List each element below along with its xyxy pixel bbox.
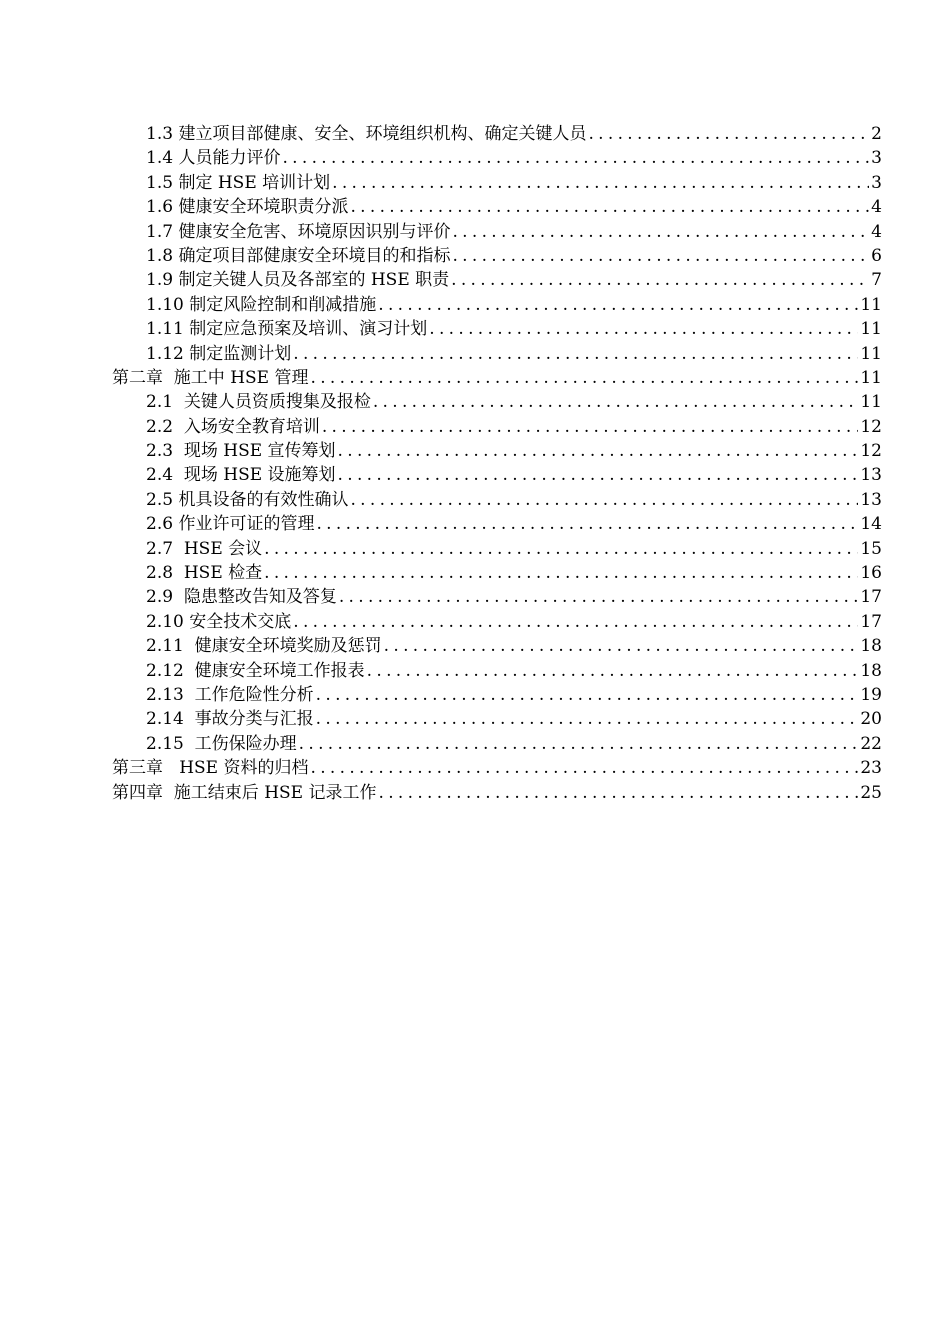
- toc-entry-page: 11: [860, 392, 882, 413]
- toc-leader-dots: [452, 244, 869, 268]
- toc-entry-page: 3: [871, 148, 882, 169]
- toc-entry-page: 22: [860, 733, 882, 754]
- toc-leader-dots: [451, 268, 869, 292]
- toc-entry[interactable]: [112, 512, 882, 536]
- toc-entry-title: 1.10 制定风险控制和削减措施: [146, 294, 377, 315]
- toc-leader-dots: [322, 415, 859, 439]
- toc-entry-page: 18: [860, 636, 882, 657]
- toc-entry-title: 第二章 施工中 HSE 管理: [112, 367, 309, 388]
- toc-leader-dots: [316, 683, 859, 707]
- toc-entry-page: 11: [860, 319, 882, 340]
- toc-entry-title: 2.2 入场安全教育培训: [146, 416, 320, 437]
- toc-entry[interactable]: [112, 732, 882, 756]
- toc-entry-page: 6: [871, 245, 882, 266]
- toc-leader-dots: [367, 659, 859, 683]
- toc-entry-title: 1.7 健康安全危害、环境原因识别与评价: [146, 221, 451, 242]
- toc-entry-title: 2.7 HSE 会议: [146, 538, 263, 559]
- toc-entry-title: 2.13 工作危险性分析: [146, 684, 314, 705]
- toc-leader-dots: [264, 561, 858, 585]
- toc-entry[interactable]: [112, 415, 882, 439]
- toc-entry-title: 2.8 HSE 检查: [146, 563, 263, 584]
- toc-entry-title: 2.4 现场 HSE 设施筹划: [146, 465, 336, 486]
- toc-entry-page: 11: [860, 343, 882, 364]
- toc-leader-dots: [316, 512, 858, 536]
- toc-leader-dots: [293, 342, 858, 366]
- toc-entry-title: 2.10 安全技术交底: [146, 611, 292, 632]
- toc-leader-dots: [379, 781, 859, 805]
- toc-entry-page: 16: [860, 563, 882, 584]
- toc-entry-page: 12: [860, 416, 882, 437]
- toc-leader-dots: [384, 634, 859, 658]
- toc-entry[interactable]: [112, 293, 882, 317]
- toc-entry-page: 20: [860, 709, 882, 730]
- toc-entry[interactable]: [112, 488, 882, 512]
- toc-entry[interactable]: [112, 463, 882, 487]
- toc-chapter-entry[interactable]: [112, 366, 882, 390]
- toc-entry[interactable]: [112, 220, 882, 244]
- toc-entry-page: 7: [871, 270, 882, 291]
- table-of-contents: [112, 122, 882, 805]
- toc-entry[interactable]: [112, 537, 882, 561]
- toc-leader-dots: [350, 195, 869, 219]
- toc-entry-title: 2.15 工伤保险办理: [146, 733, 297, 754]
- toc-entry-page: 23: [860, 758, 882, 779]
- toc-entry-title: 2.1 关键人员资质搜集及报检: [146, 392, 371, 413]
- toc-entry-title: 1.11 制定应急预案及培训、演习计划: [146, 319, 428, 340]
- toc-entry-page: 11: [860, 294, 882, 315]
- toc-entry-page: 17: [860, 611, 882, 632]
- toc-entry-title: 第三章 HSE 资料的归档: [112, 758, 309, 779]
- toc-entry-title: 2.5 机具设备的有效性确认: [146, 489, 349, 510]
- toc-entry-page: 18: [860, 660, 882, 681]
- toc-entry-page: 17: [860, 587, 882, 608]
- toc-chapter-entry[interactable]: [112, 781, 882, 805]
- toc-entry-title: 2.9 隐患整改告知及答复: [146, 587, 337, 608]
- toc-leader-dots: [338, 439, 859, 463]
- toc-entry[interactable]: [112, 585, 882, 609]
- toc-entry-page: 13: [860, 489, 882, 510]
- toc-entry[interactable]: [112, 342, 882, 366]
- toc-entry[interactable]: [112, 683, 882, 707]
- toc-entry-title: 2.11 健康安全环境奖励及惩罚: [146, 636, 382, 657]
- toc-entry[interactable]: [112, 707, 882, 731]
- toc-entry[interactable]: [112, 244, 882, 268]
- toc-leader-dots: [311, 756, 859, 780]
- toc-entry-page: 4: [871, 197, 882, 218]
- toc-chapter-entry[interactable]: [112, 756, 882, 780]
- toc-leader-dots: [350, 488, 858, 512]
- toc-entry-title: 1.9 制定关键人员及各部室的 HSE 职责: [146, 270, 450, 291]
- toc-entry-page: 15: [860, 538, 882, 559]
- toc-leader-dots: [588, 122, 869, 146]
- toc-entry-title: 1.8 确定项目部健康安全环境目的和指标: [146, 245, 451, 266]
- toc-entry-page: 2: [871, 124, 882, 144]
- toc-entry-title: 2.3 现场 HSE 宣传筹划: [146, 441, 336, 462]
- toc-leader-dots: [338, 463, 859, 487]
- toc-entry[interactable]: [112, 634, 882, 658]
- toc-entry[interactable]: [112, 439, 882, 463]
- toc-leader-dots: [311, 366, 859, 390]
- toc-entry-page: 11: [860, 367, 882, 388]
- toc-leader-dots: [452, 220, 869, 244]
- toc-entry-title: 1.6 健康安全环境职责分派: [146, 197, 349, 218]
- toc-leader-dots: [264, 537, 858, 561]
- toc-entry-page: 4: [871, 221, 882, 242]
- toc-leader-dots: [373, 390, 859, 414]
- toc-entry-page: 3: [871, 172, 882, 193]
- toc-entry-page: 25: [860, 782, 882, 803]
- toc-entry-title: 1.5 制定 HSE 培训计划: [146, 172, 331, 193]
- toc-entry-title: 1.4 人员能力评价: [146, 148, 281, 169]
- toc-leader-dots: [282, 146, 869, 170]
- toc-entry[interactable]: [112, 610, 882, 634]
- toc-entry-title: 第四章 施工结束后 HSE 记录工作: [112, 782, 377, 803]
- toc-leader-dots: [378, 293, 858, 317]
- toc-entry-title: 2.12 健康安全环境工作报表: [146, 660, 365, 681]
- toc-entry[interactable]: [112, 390, 882, 414]
- toc-entry-title: 2.14 事故分类与汇报: [146, 709, 314, 730]
- toc-entry[interactable]: [112, 317, 882, 341]
- toc-leader-dots: [332, 171, 869, 195]
- toc-entry[interactable]: [112, 561, 882, 585]
- toc-entry-page: 14: [860, 514, 882, 535]
- toc-leader-dots: [429, 317, 858, 341]
- toc-entry-title: 1.3 建立项目部健康、安全、环境组织机构、确定关键人员: [146, 124, 587, 144]
- toc-entry-page: 13: [860, 465, 882, 486]
- toc-leader-dots: [293, 610, 858, 634]
- toc-leader-dots: [339, 585, 859, 609]
- toc-entry-title: 2.6 作业许可证的管理: [146, 514, 315, 535]
- toc-entry[interactable]: [112, 146, 882, 170]
- toc-entry-page: 12: [860, 441, 882, 462]
- toc-entry[interactable]: [112, 195, 882, 219]
- toc-entry-title: 1.12 制定监测计划: [146, 343, 292, 364]
- toc-entry[interactable]: [112, 122, 882, 146]
- toc-entry[interactable]: [112, 659, 882, 683]
- toc-entry[interactable]: [112, 171, 882, 195]
- toc-entry-page: 19: [860, 684, 882, 705]
- toc-leader-dots: [316, 707, 859, 731]
- toc-leader-dots: [299, 732, 859, 756]
- toc-entry[interactable]: [112, 268, 882, 292]
